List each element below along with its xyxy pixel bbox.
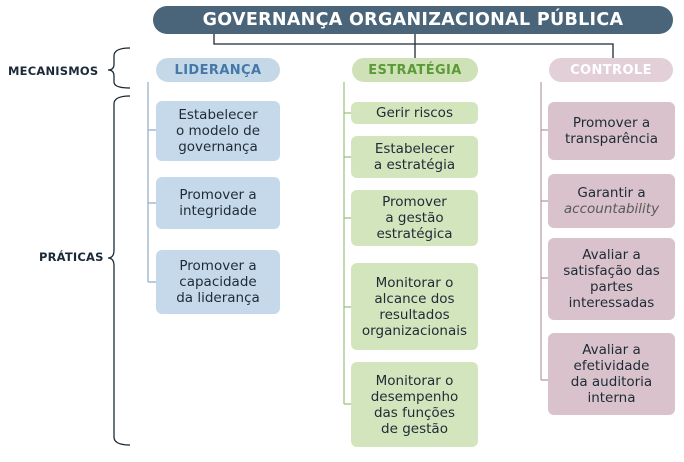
practice-accountability-term: accountability	[563, 201, 660, 217]
practice-avaliar-satisfacao-partes: Avaliar a satisfação das partes interessadas	[548, 238, 675, 320]
practice-garantir-label: Garantir a	[577, 185, 646, 201]
practice-monitorar-desempenho-funcoes: Monitorar o desempenho das funções de gestão	[351, 362, 478, 447]
practice-promover-transparencia: Promover a transparência	[548, 102, 675, 160]
practice-monitorar-alcance-resultados: Monitorar o alcance dos resultados organizacionais	[351, 263, 478, 350]
practice-estabelecer-estrategia: Estabelecer a estratégia	[351, 136, 478, 178]
practice-avaliar-efetividade-auditoria: Avaliar a efetividade da auditoria interna	[548, 333, 675, 415]
mechanism-estrategia: ESTRATÉGIA	[352, 58, 478, 82]
practice-garantir-accountability	[548, 174, 675, 228]
diagram-title: GOVERNANÇA ORGANIZACIONAL PÚBLICA	[153, 6, 673, 34]
practice-estabelecer-modelo-governanca: Estabelecer o modelo de governança	[156, 101, 280, 161]
practice-promover-gestao-estrategica: Promover a gestão estratégica	[351, 190, 478, 246]
practice-promover-capacidade-lideranca: Promover a capacidade da liderança	[156, 250, 280, 314]
practice-gerir-riscos: Gerir riscos	[351, 102, 478, 124]
mechanism-lideranca: LIDERANÇA	[156, 58, 280, 82]
mechanisms-label: MECANISMOS	[8, 64, 99, 78]
practices-label: PRÁTICAS	[39, 250, 104, 264]
mechanism-controle: CONTROLE	[549, 58, 673, 82]
practice-promover-integridade: Promover a integridade	[156, 177, 280, 229]
